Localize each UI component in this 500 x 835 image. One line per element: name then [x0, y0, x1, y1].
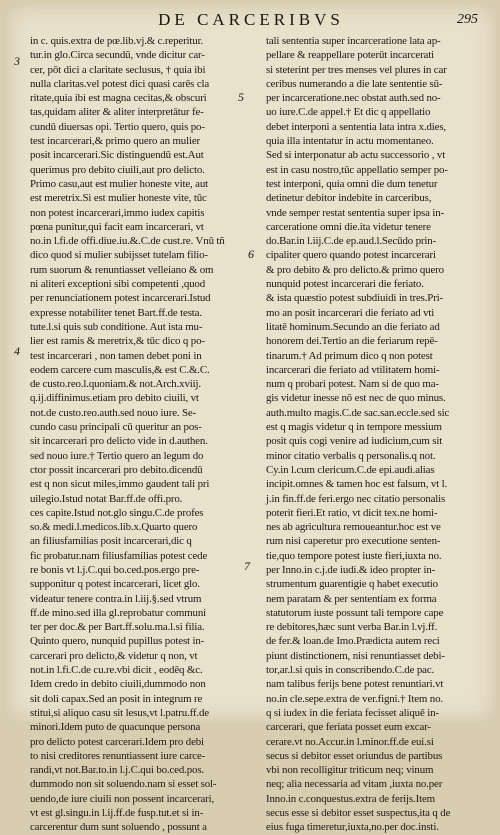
text-line: carceratione omni die.ita videtur tenere [266, 220, 431, 233]
text-line: gis videtur inesse nō est nec de quo minus. [266, 392, 446, 405]
text-line: re debitores,hæc sunt verba Bar.in l.vj.ff. [266, 621, 438, 634]
text-line: cerare.vt no.Accur.in l.minor.ff.de eui.si [266, 735, 434, 748]
text-line: querimus pro debito ciuili,aut pro delicto. [30, 163, 205, 176]
text-line: de fer.& loan.de Imo.Prædicta autem reci [266, 635, 440, 648]
text-line: & ista quæstio potest subdiuidi in tres.Pri- [266, 292, 444, 305]
text-line: mo an posit incarcerari die feriato ad vti [266, 306, 435, 319]
book-page [6, 4, 496, 834]
text-line: strumentum guarentigie q habet executio [266, 578, 438, 591]
text-line: auth.multo magis.C.de sac.san.eccle.sed sic [266, 406, 450, 419]
text-line: ceribus numerando a die late sententie sū- [266, 77, 443, 90]
text-line: rum suorum & renuntiasset velleiano & om [30, 263, 214, 276]
text-line: j.in fin.ff.de feri.ergo nec citatio personalis [266, 492, 446, 505]
left-text-column [30, 34, 252, 834]
page-header [6, 10, 496, 34]
text-line: si steterint per tres menses vel plures in car [266, 63, 447, 76]
text-line: randi,vt not.Bar.to.in l.j.C.qui bo.ced.pos. [30, 764, 204, 777]
text-line: Quinto quero, nunquid pupillus potest in- [30, 635, 205, 648]
text-line: tinarum.† Ad primum dico q non potest [266, 349, 433, 362]
text-line: litatē hominum.Secundo an die feriato ad [266, 320, 440, 333]
text-line: neq; alia necessaria ad vitam ,iuxta no.per [266, 778, 443, 791]
text-line: num q probari potest. Nam si de quo ma- [266, 378, 439, 391]
text-line: minori.Idem puto de quacunque persona [30, 721, 201, 734]
text-line: Inno.in c.conquestus.extra de ferijs.Item [266, 792, 435, 805]
text-line: ter per doc.& per Bart.ff.solu.ma.l.si filia. [30, 621, 205, 634]
text-line: not.in l.fi.C.de cu.re.vbi dicit , eodēq &c. [30, 664, 203, 677]
text-line: lier est ramis & meretrix,& tūc dico q po- [30, 335, 205, 348]
text-line: posit quis cogi venire ad iudicium,cum sit [266, 435, 443, 448]
text-line: videatur tenere contra.in l.iij.§.sed vtrum [30, 592, 202, 605]
text-line: de custo.reo.l.quoniam.& not.Arch.xviij. [30, 378, 201, 391]
text-line: statutorum iuste possunt tali tempore cape [266, 606, 444, 619]
text-line: tor,ar.l.si quis in conscribendo.C.de pac. [266, 664, 435, 677]
text-line: ritate,quia ibi est magna cecitas,& obscuri [30, 92, 207, 105]
text-line: est in casu nostro,tūc appellatio semper po- [266, 163, 448, 176]
text-line: fic probatur.nam filiusfamilias potest cede [30, 549, 208, 562]
text-line: uo iure.C.de appel.† Et dic q appellatio [266, 106, 431, 119]
text-line: quia illa intentatur in actu momentaneo. [266, 135, 434, 148]
text-line: pœna punitur,qui facit eam incarcerari, vt [30, 220, 204, 233]
text-line: posit incarcerari.Sic distinguendū est.Aut [30, 149, 204, 162]
text-line: eius fuga timeretur,iuxta,no.per doc.insti. [266, 821, 439, 834]
text-line: vt est gl.singu.in l.ij.ff.de fusp.tut.et si in- [30, 807, 204, 820]
text-line: carcerari pro delicto,& videtur q non, vt [30, 649, 198, 662]
text-line: uendo,de iure ciuili non possent incarcerari, [30, 792, 215, 805]
text-line: rum nisi caperetur pro executione senten- [266, 535, 441, 548]
text-line: tali sententia super incarceratione lata ap- [266, 35, 441, 47]
text-line: cipaliter quero quando potest incarcerari [266, 249, 436, 262]
text-line: tas,quidam aliter & aliter interpretātur fe- [30, 106, 204, 119]
text-line: test interponi, quia omni die dum tenetur [266, 177, 438, 190]
text-line: stitui,si aliquo casu sit lesus,vt l.patru.ff.de [30, 706, 209, 719]
text-line: nes ab agricultura remoueantur.hoc est ve [266, 521, 441, 534]
text-line: q si iudex in die feriata fecisset aliquē in- [266, 706, 439, 719]
text-line: incipit.omnes & tamen hoc est falsum, vt l. [266, 478, 448, 491]
text-line: sit incarcerari pro delicto vide in d.authen. [30, 435, 208, 448]
text-line: detinetur debitor indebite in carceribus, [266, 192, 432, 205]
text-line: honorem dei.Tertio an die feriarum repē- [266, 335, 438, 348]
text-line: an filiusfamilias posit incarcerari,dic q [30, 535, 192, 548]
text-line: eodem carcere cum masculis,& est C.&.C. [30, 363, 210, 376]
text-line: est meretrix.Si est mulier honeste vite, tūc [30, 192, 207, 205]
text-line: per Inno.in c.j.de iudi.& ideo propter in- [266, 563, 436, 576]
page-number: 295 [457, 12, 478, 27]
text-line: q.ij.diffinimus.etiam pro debito ciuili, vt [30, 392, 199, 405]
text-line: test incarcerari,& primo quero an mulier [30, 135, 200, 148]
text-line: not.de custo.reo.auth.sed nouo iure. Se- [30, 406, 197, 419]
text-line: ni aliteri exceptioni sibi competenti ,quod [30, 278, 206, 291]
text-line: poterit fieri.Et ratio, vt dicit tex.ne homi- [266, 506, 438, 519]
text-line: pro delicto potest carcerari.Idem pro debi [30, 735, 204, 748]
text-line: re bonis vt l.j.C.qui bo.ced.pos.ergo pre- [30, 563, 200, 576]
text-line: dico quod si mulier subijsset tutelam filio- [30, 249, 208, 262]
text-line: minor citatio verbalis q personalis.q not. [266, 449, 436, 462]
text-line: Idem credo in debito ciuili,dummodo non [30, 678, 206, 691]
text-line: nem paratam & per sententiam ex forma [266, 592, 437, 605]
text-line: ctor possit incarcerari pro debito.dicendū [30, 463, 203, 476]
text-line: dummodo non sit soluendo.nam si esset sol- [30, 778, 217, 791]
text-line: Primo casu,aut est mulier honeste vite, aut [30, 177, 209, 190]
text-line: nam talibus ferijs bene potest renuntiari.vt [266, 678, 444, 691]
text-line: nunquid potest incarcerari die feriato. [266, 278, 424, 291]
text-line: do.Bar.in l.iij.C.de ep.aud.l.Secūdo prin- [266, 235, 437, 248]
text-line: in c. quis.extra de pœ.lib.vj.& c.reperitur. [30, 35, 204, 47]
text-line: non potest incarcerari,immo iudex capitis [30, 206, 205, 219]
text-line: tie,quo tempore potest iuste fieri,iuxta no. [266, 549, 442, 562]
text-line: ces capite.Istud not.glo singu.C.de profes [30, 506, 204, 519]
text-line: vbi non recolligitur triticum neq; vinum [266, 764, 434, 777]
text-line: per renunciationem potest incarcerari.Istud [30, 292, 211, 305]
text-line: est q magis videtur q in tempore messium [266, 421, 442, 434]
text-line: test incarcerari , non tamen debet poni in [30, 349, 202, 362]
text-line: secus esse si debitor esset suspectus,ita q de [266, 807, 451, 820]
text-line: no.in l.fi.de offi.diue.iu.&.C.de cust.re. Vnū tñ [30, 235, 225, 248]
text-line: no.in cle.sepe.extra de ver.figni.† Item no. [266, 692, 443, 705]
text-line: sit doli capax.Sed an posit in integrum re [30, 692, 203, 705]
running-title: DE CARCERIBVS [158, 10, 344, 29]
text-line: pellare & reappellare poterūt incarcerati [266, 49, 434, 62]
text-line: est q non sicut miles,immo gaudent tali pri [30, 478, 210, 491]
margin-number-4: 4 [14, 344, 20, 358]
text-line: cer, pōt dici a claritate seclusus, † quia ibi [30, 63, 206, 76]
text-line: so.& medi.l.medicos.lib.x.Quarto quero [30, 521, 198, 534]
text-line: to nisi creditores renuntiassent iure carce- [30, 749, 206, 762]
text-line: tur.in glo.Circa secundũ, vnde dicitur car- [30, 49, 205, 62]
text-line: incarcerari die feriato ad vtilitatem homi- [266, 363, 440, 376]
text-line: debet interponi a sententia lata intra x.dies, [266, 120, 446, 133]
text-line: Sed si interponatur ab actu successorio , vt [266, 149, 446, 162]
text-line: sed nouo iure.† Tertio quero an legum do [30, 449, 204, 462]
text-line: carcerari, que feriata posset eum excar- [266, 721, 431, 734]
text-line: per incarceratione.nec obstat auth.sed no- [266, 92, 441, 105]
text-line: expresse notabiliter tenet Bart.ff.de testa. [30, 306, 202, 319]
text-line: tute.l.si quis sub conditione. Aut ista mu- [30, 320, 203, 333]
text-line: piunt distinctionem, nisi renuntiasset debi- [266, 649, 445, 662]
text-line: vnde semper restat sententia super ipsa in- [266, 206, 445, 219]
text-line: cundo casu principali cū queritur an pos- [30, 421, 202, 434]
margin-number-3: 3 [14, 54, 20, 68]
text-line: Cy.in l.cum clericum.C.de epi.audi.alias [266, 463, 435, 476]
right-text-column [266, 34, 488, 834]
text-line: uilegio.Istud notat Bar.ff.de offi.pro. [30, 492, 183, 505]
text-line: & pro debito & pro delicto.& primo quero [266, 263, 444, 276]
margin-number-7: 7 [244, 559, 250, 573]
margin-number-5: 5 [238, 90, 244, 104]
text-line: ff.de mino.sed illa gl.reprobatur communi [30, 606, 207, 619]
text-line: supponitur q potest incarcerari, licet glo. [30, 578, 200, 591]
text-line: carcerentur dum sunt soluendo , possunt a [30, 821, 207, 834]
margin-number-6: 6 [248, 247, 254, 261]
text-line: cundū diuersas opi. Tertio quero, quis po- [30, 120, 205, 133]
text-line: nulla claritas.vel potest dici quasi carēs cla [30, 77, 210, 90]
text-line: secus si debitor esset oriundus de partibus [266, 749, 443, 762]
